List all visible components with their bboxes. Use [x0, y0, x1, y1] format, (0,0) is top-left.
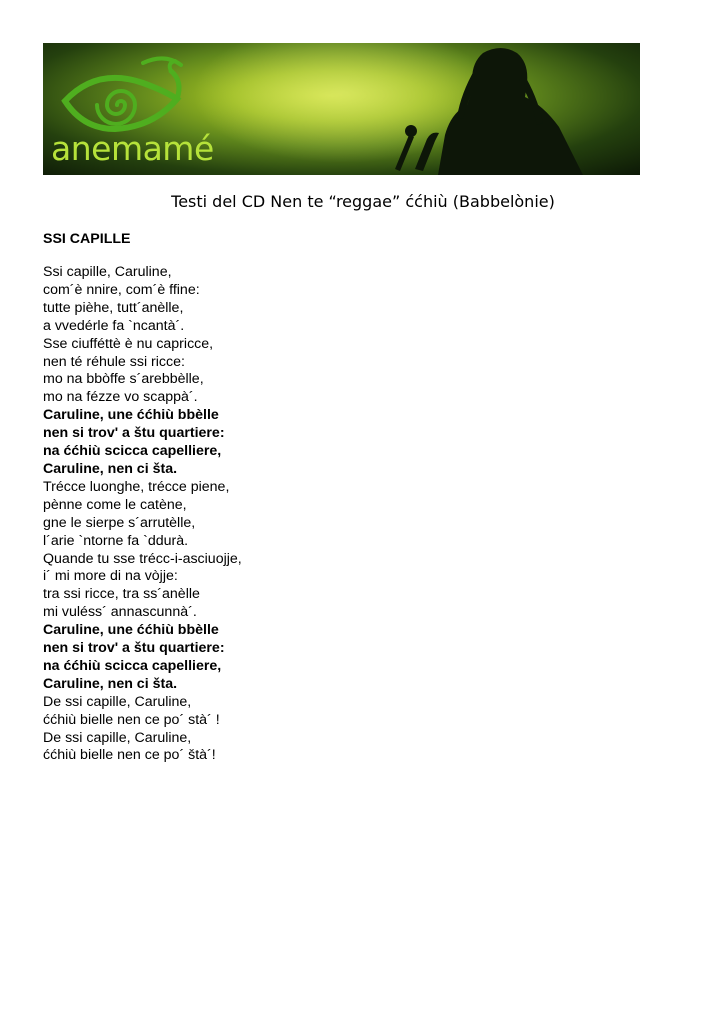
lyric-line: mo na fézze vo scappà´. — [43, 389, 198, 406]
lyric-line: Trécce luonghe, trécce piene, — [43, 478, 230, 495]
lyric-line: l´arie `ntorne fa `ddurà. — [43, 532, 189, 549]
chorus-line: Caruline, une ććhiù bbèlle — [43, 407, 219, 424]
chorus-line: na ććhiù scicca capelliere, — [43, 657, 222, 674]
lyric-line: Sse ciufféttè è nu capricce, — [43, 335, 214, 352]
chorus-line: nen si trov' a štu quartiere: — [43, 640, 225, 657]
lyric-line: Ssi capille, Caruline, — [43, 264, 172, 280]
chorus-line: nen si trov' a štu quartiere: — [43, 425, 225, 442]
document-title: Testi del CD Nen te “reggae” ććhiù (Babbelònie) — [171, 192, 555, 211]
spiral-eye-logo — [65, 58, 181, 129]
lyric-line: mi vuléss´ annascunnà´. — [43, 604, 197, 621]
lyric-line: tutte pièhe, tutt´anèlle, — [43, 299, 184, 316]
chorus-line: Caruline, une ććhiù bbèlle — [43, 622, 219, 639]
lyric-line: De ssi capille, Caruline, — [43, 693, 192, 710]
lyric-line: mo na bbòffe s´arebbèlle, — [43, 371, 204, 388]
brand-logo-text: anemamé — [51, 129, 214, 168]
lyric-line: ććhiù bielle nen ce po´ štà´! — [43, 747, 216, 764]
lyric-line: com´è nnire, com´è ffine: — [43, 281, 200, 298]
lyric-line: ććhiù bielle nen ce po´ stà´ ! — [43, 711, 220, 728]
song-title: SSI CAPILLE — [43, 231, 131, 247]
lyric-line: Quande tu sse trécc-i-asciuojje, — [43, 550, 242, 567]
chorus-line: na ććhiù scicca capelliere, — [43, 443, 222, 460]
header-banner — [43, 43, 640, 175]
lyric-line: pènne come le catène, — [43, 496, 187, 513]
lyric-line: i´ mi more di na vòjje: — [43, 568, 178, 585]
lyric-line: nen té réhule ssi ricce: — [43, 353, 185, 370]
chorus-line: Caruline, nen ci šta. — [43, 675, 178, 692]
lyrics — [43, 264, 242, 765]
lyric-line: tra ssi ricce, tra ss´anèlle — [43, 586, 200, 603]
chorus-line: Caruline, nen ci šta. — [43, 460, 178, 477]
lyric-line: a vvedérle fa `ncantà´. — [43, 317, 185, 334]
lyric-line: gne le sierpe s´arrutèlle, — [43, 514, 196, 531]
lyric-line: De ssi capille, Caruline, — [43, 729, 192, 746]
